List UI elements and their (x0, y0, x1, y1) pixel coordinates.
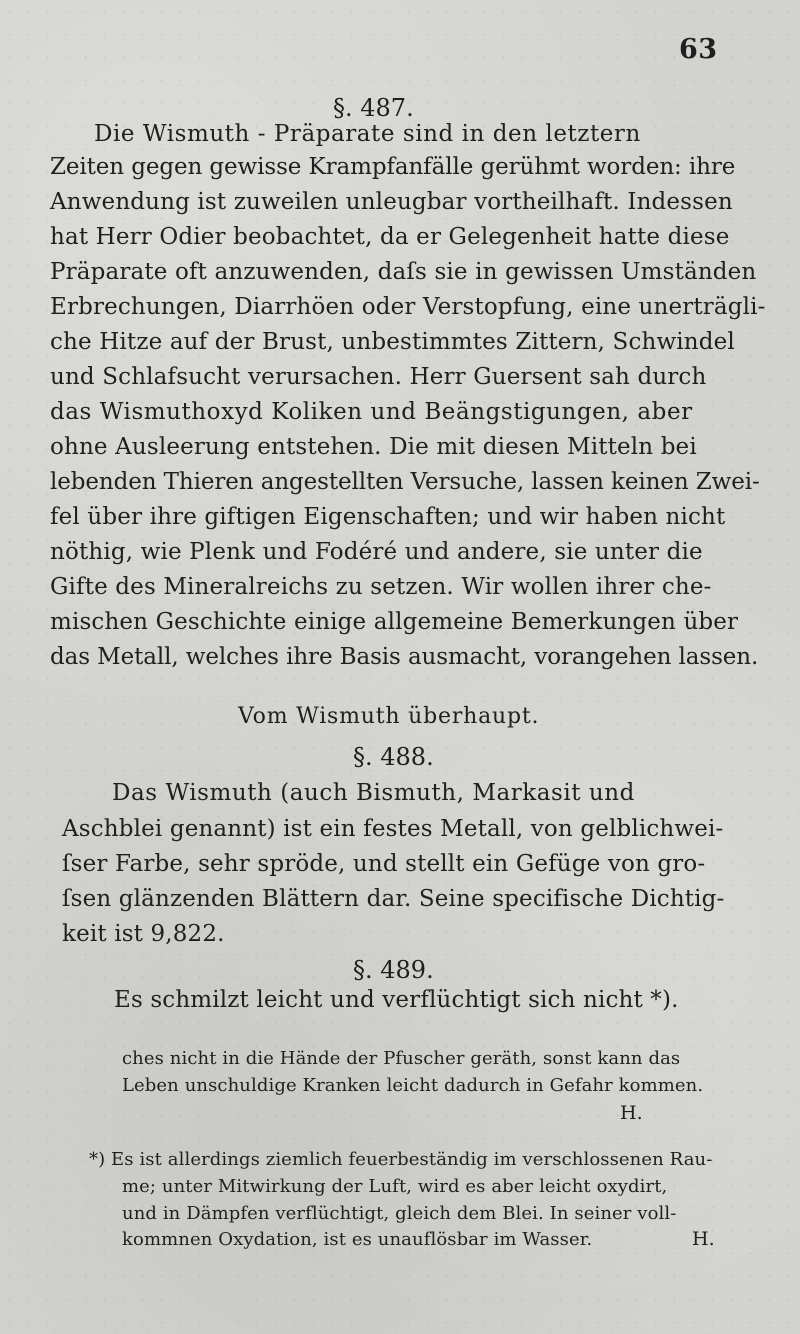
footnote-line: me; unter Mitwirkung der Luft, wird es aber leicht oxydirt, (122, 1176, 668, 1197)
text-line: mischen Geschichte einige allgemeine Bemerkungen über (50, 609, 739, 635)
text-line: Es schmilzt leicht und verflüchtigt sich nicht *). (114, 987, 679, 1013)
footnote-continuation-line: Leben unschuldige Kranken leicht dadurch in Gefahr kommen. (122, 1075, 704, 1096)
footnote-continuation-line: ches nicht in die Hände der Pfuscher geräth, sonst kann das (122, 1048, 681, 1069)
text-line: Aschblei genannt) ist ein festes Metall, von gelblichwei- (62, 816, 724, 842)
footnote-line: kommnen Oxydation, ist es unauflösbar im Wasser. (122, 1229, 593, 1250)
text-line: das Metall, welches ihre Basis ausmacht, vorangehen lassen. (50, 644, 759, 670)
text-line: ohne Ausleerung entstehen. Die mit diesen Mitteln bei (50, 434, 697, 460)
text-line: ſser Farbe, sehr spröde, und stellt ein Gefüge von gro- (62, 851, 706, 877)
section-heading-487: §. 487. (333, 94, 414, 122)
text-line: ſsen glänzenden Blättern dar. Seine specifische Dichtig- (62, 886, 725, 912)
text-line: Präparate oft anzuwenden, daſs sie in gewissen Umständen (50, 259, 757, 285)
text-line: che Hitze auf der Brust, unbestimmtes Zittern, Schwindel (50, 329, 735, 355)
section-heading-489: §. 489. (353, 956, 434, 984)
text-line: Erbrechungen, Diarrhöen oder Verstopfung, eine unerträgli- (50, 294, 766, 320)
text-line: Das Wismuth (auch Bismuth, Markasit und (112, 780, 635, 806)
text-line: Zeiten gegen gewisse Krampfanfälle gerühmt worden: ihre (50, 154, 736, 180)
footnote-signature: H. (692, 1228, 715, 1250)
section-heading-488: §. 488. (353, 743, 434, 771)
text-line: hat Herr Odier beobachtet, da er Gelegenheit hatte diese (50, 224, 730, 250)
text-line: Gifte des Mineralreichs zu setzen. Wir wollen ihrer che- (50, 574, 712, 600)
text-line: nöthig, wie Plenk und Fodéré und andere, sie unter die (50, 539, 703, 565)
subheading: Vom Wismuth überhaupt. (238, 704, 540, 729)
text-line: lebenden Thieren angestellten Versuche, lassen keinen Zwei- (50, 469, 760, 495)
text-line: keit ist 9,822. (62, 921, 225, 947)
text-line: fel über ihre giftigen Eigenschaften; und wir haben nicht (50, 504, 726, 530)
footnote-line: und in Dämpfen verflüchtigt, gleich dem Blei. In seiner voll- (122, 1203, 677, 1224)
text-line: das Wismuthoxyd Koliken und Beängstigungen, aber (50, 399, 693, 425)
text-line: und Schlafsucht verursachen. Herr Guersent sah durch (50, 364, 707, 390)
footnote-line: *) Es ist allerdings ziemlich feuerbeständig im verschlossenen Rau- (89, 1149, 713, 1170)
footnote-signature: H. (620, 1102, 643, 1124)
text-line: Anwendung ist zuweilen unleugbar vortheilhaft. Indessen (50, 189, 733, 215)
text-line: Die Wismuth - Präparate sind in den letztern (94, 121, 641, 147)
page-number: 63 (679, 34, 718, 65)
